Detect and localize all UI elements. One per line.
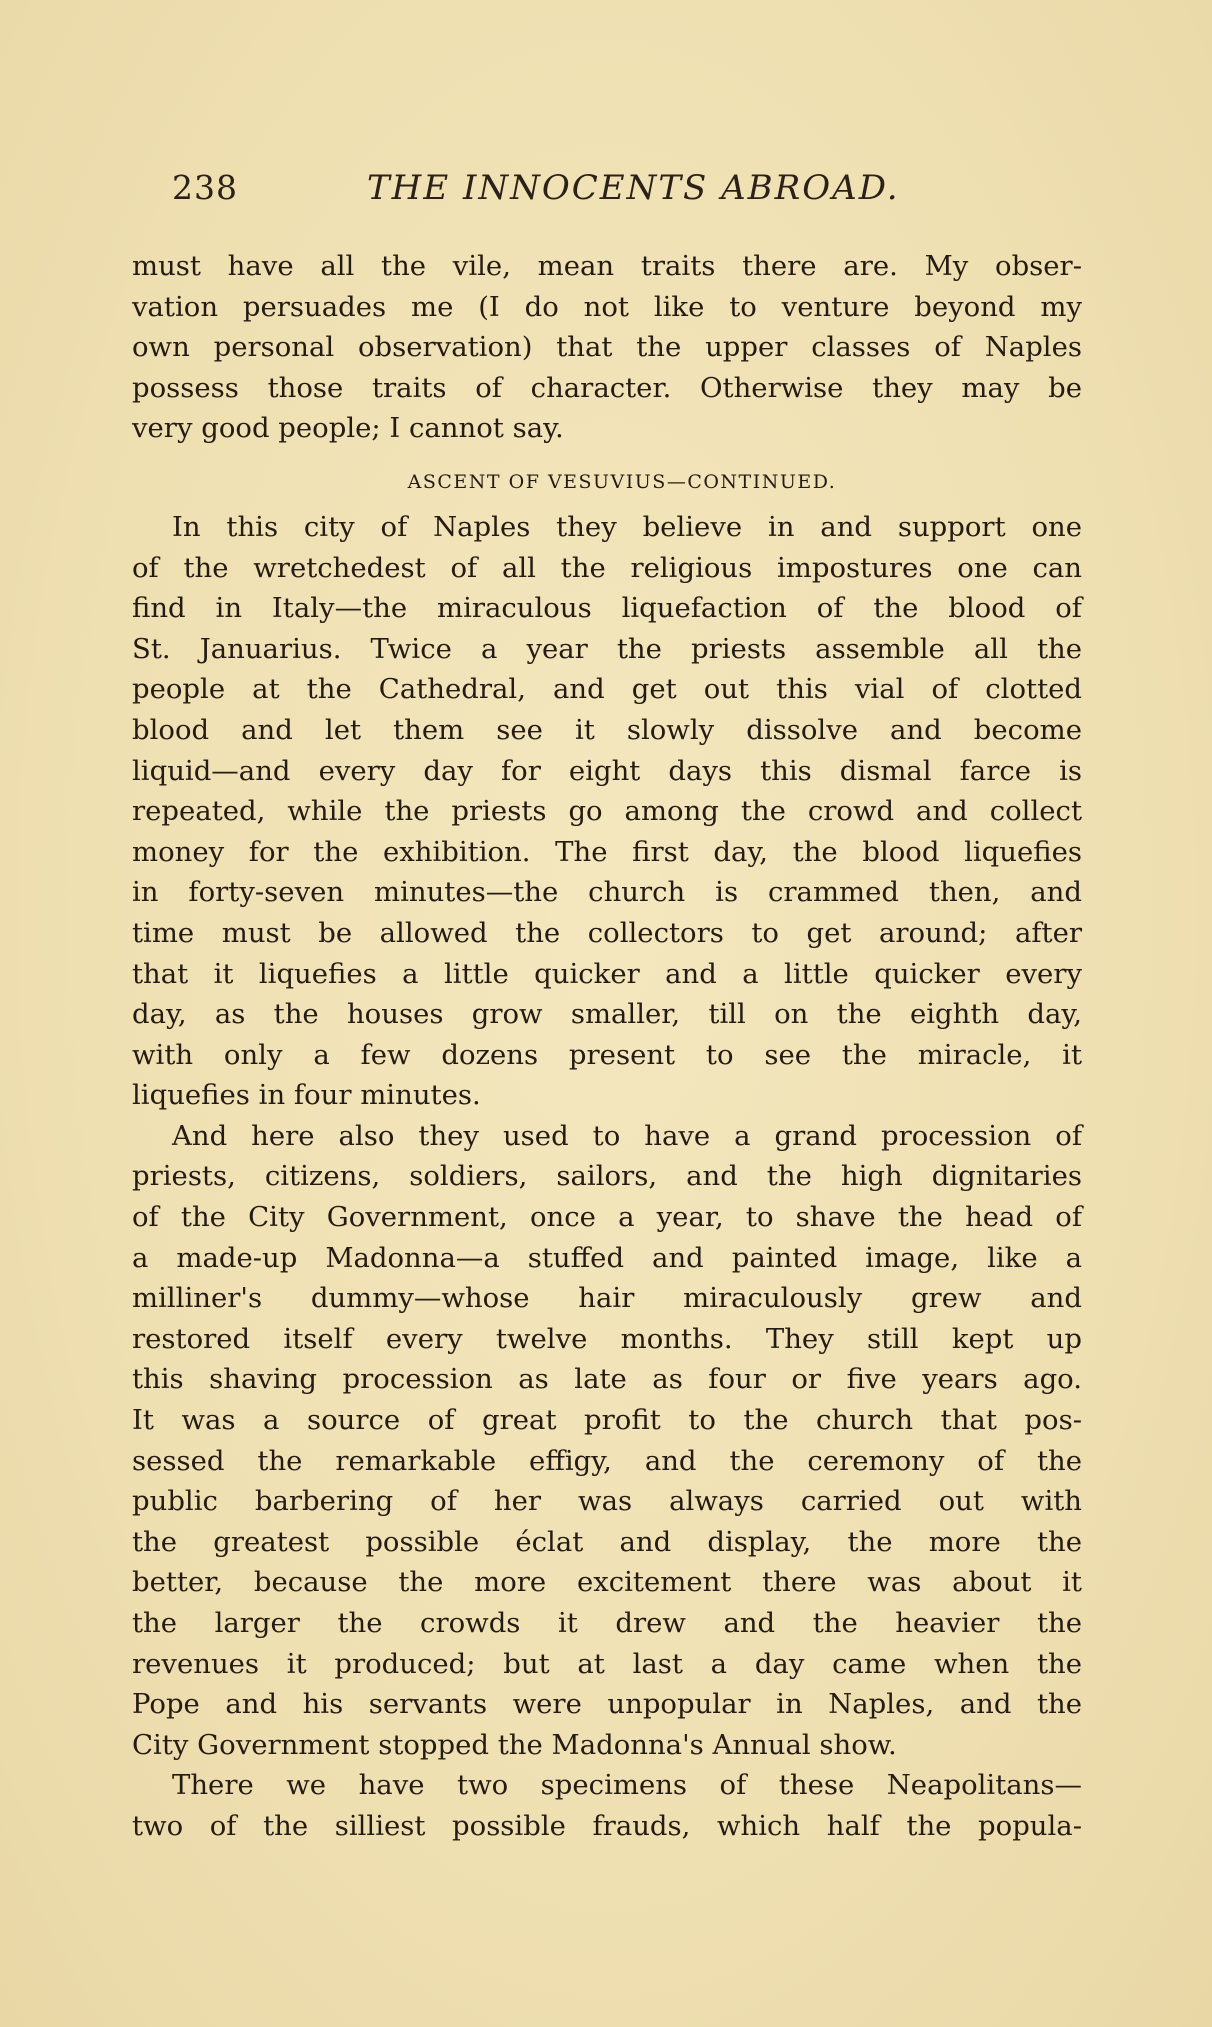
page-header bbox=[172, 168, 1082, 218]
text-line: milliner's dummy—whose hair miraculously grew and bbox=[132, 1282, 1082, 1315]
text-line: of the wretchedest of all the religious impostures one can bbox=[132, 551, 1082, 584]
text-line: time must be allowed the collectors to get around; after bbox=[132, 916, 1082, 949]
running-title: THE INNOCENTS ABROAD. bbox=[367, 168, 900, 208]
text-line: There we have two specimens of these Neapolitans— bbox=[172, 1769, 1082, 1802]
paragraph-4 bbox=[132, 1765, 1082, 1846]
text-line: Pope and his servants were unpopular in Naples, and the bbox=[132, 1688, 1082, 1721]
text-line: better, because the more excitement there was about it bbox=[132, 1566, 1082, 1599]
text-line: possess those traits of character. Otherwise they may be bbox=[132, 371, 1082, 404]
text-line: the greatest possible éclat and display, the more the bbox=[132, 1525, 1082, 1558]
text-line: St. Januarius. Twice a year the priests assemble all the bbox=[132, 632, 1082, 665]
text-line: find in Italy—the miraculous liquefaction of the blood of bbox=[132, 592, 1082, 625]
text-line: of the City Government, once a year, to shave the head of bbox=[132, 1201, 1082, 1234]
paragraph-2 bbox=[132, 507, 1082, 1116]
text-line: priests, citizens, soldiers, sailors, and the high dignitaries bbox=[132, 1160, 1082, 1193]
text-line: in forty-seven minutes—the church is crammed then, and bbox=[132, 876, 1082, 909]
text-line: blood and let them see it slowly dissolve and become bbox=[132, 713, 1082, 746]
section-heading: ASCENT OF VESUVIUS—CONTINUED. bbox=[407, 470, 837, 493]
body-text bbox=[132, 246, 1082, 1847]
paragraph-3 bbox=[132, 1116, 1082, 1766]
text-line: In this city of Naples they believe in and support one bbox=[172, 510, 1082, 543]
text-line: two of the silliest possible frauds, which half the popula- bbox=[132, 1809, 1082, 1842]
page-number: 238 bbox=[172, 168, 238, 207]
text-line: this shaving procession as late as four or five years ago. bbox=[132, 1363, 1082, 1396]
text-line: repeated, while the priests go among the crowd and collect bbox=[132, 795, 1082, 828]
text-line: And here also they used to have a grand procession of bbox=[172, 1119, 1082, 1152]
text-line: liquid—and every day for eight days this dismal farce is bbox=[132, 754, 1082, 787]
paragraph-1 bbox=[132, 246, 1082, 449]
text-line: City Government stopped the Madonna's Annual show. bbox=[132, 1728, 897, 1761]
text-line: revenues it produced; but at last a day came when the bbox=[132, 1647, 1082, 1680]
text-line: restored itself every twelve months. They still kept up bbox=[132, 1322, 1082, 1355]
text-line: money for the exhibition. The first day, the blood liquefies bbox=[132, 835, 1082, 868]
text-line: that it liquefies a little quicker and a little quicker every bbox=[132, 957, 1082, 990]
text-line: people at the Cathedral, and get out this vial of clotted bbox=[132, 673, 1082, 706]
text-line: the larger the crowds it drew and the heavier the bbox=[132, 1607, 1082, 1639]
text-line: with only a few dozens present to see the miracle, it bbox=[132, 1038, 1082, 1071]
text-line: must have all the vile, mean traits there are. My obser- bbox=[132, 250, 1082, 282]
text-line: sessed the remarkable effigy, and the ceremony of the bbox=[132, 1444, 1082, 1477]
text-line: liquefies in four minutes. bbox=[132, 1079, 481, 1112]
text-line: very good people; I cannot say. bbox=[132, 412, 564, 445]
text-line: public barbering of her was always carried out with bbox=[132, 1485, 1082, 1518]
text-line: a made-up Madonna—a stuffed and painted image, like a bbox=[132, 1241, 1082, 1274]
text-line: vation persuades me (I do not like to venture beyond my bbox=[132, 290, 1082, 323]
text-line: own personal observation) that the upper classes of Naples bbox=[132, 331, 1082, 364]
text-line: It was a source of great profit to the church that pos- bbox=[132, 1404, 1082, 1437]
text-line: day, as the houses grow smaller, till on the eighth day, bbox=[132, 998, 1082, 1031]
